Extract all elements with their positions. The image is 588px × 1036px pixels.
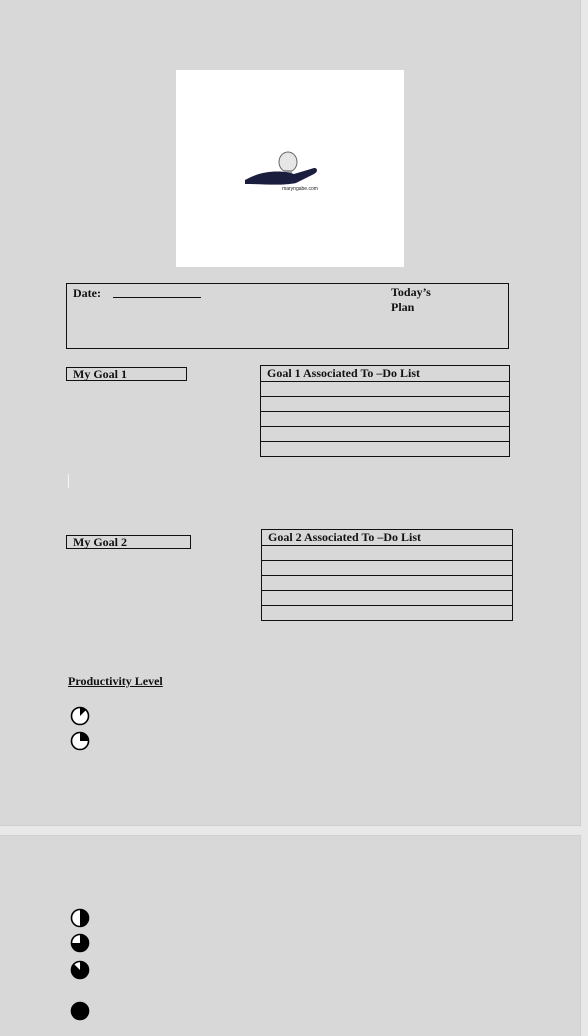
date-section: [66, 283, 509, 349]
todo-row[interactable]: [262, 591, 513, 606]
productivity-level-icon[interactable]: [70, 706, 90, 726]
date-label: Date:: [73, 286, 101, 300]
page-2: [0, 836, 580, 1036]
todo-row[interactable]: [262, 606, 513, 621]
todo-row[interactable]: [261, 442, 510, 457]
logo-url: maryngabe.com: [282, 186, 318, 192]
productivity-level-icon[interactable]: [70, 731, 90, 751]
productivity-level-icon[interactable]: [70, 933, 90, 953]
logo: [176, 70, 404, 267]
goal-2-todo-table: [261, 529, 513, 621]
text-cursor: [68, 474, 69, 488]
todo-row[interactable]: [261, 412, 510, 427]
todo-row[interactable]: [261, 397, 510, 412]
lightbulb-hand-icon: [242, 150, 338, 190]
goal-1-todo-table: [260, 365, 510, 457]
goal-2-todo-header: Goal 2 Associated To –Do List: [262, 530, 513, 546]
productivity-level-icon[interactable]: [70, 908, 90, 928]
todays-plan-label: Today’s Plan: [391, 285, 431, 314]
productivity-level-title: Productivity Level: [68, 674, 163, 688]
todo-row[interactable]: [261, 382, 510, 397]
todo-row[interactable]: [262, 561, 513, 576]
goal-1-label[interactable]: My Goal 1: [66, 367, 187, 381]
goal-2-label[interactable]: My Goal 2: [66, 535, 191, 549]
todo-row[interactable]: [262, 576, 513, 591]
todo-row[interactable]: [262, 546, 513, 561]
productivity-level-icon[interactable]: [70, 1001, 90, 1021]
productivity-level-icon[interactable]: [70, 960, 90, 980]
goal-1-todo-header: Goal 1 Associated To –Do List: [261, 366, 510, 382]
todo-row[interactable]: [261, 427, 510, 442]
date-field[interactable]: [113, 297, 201, 298]
